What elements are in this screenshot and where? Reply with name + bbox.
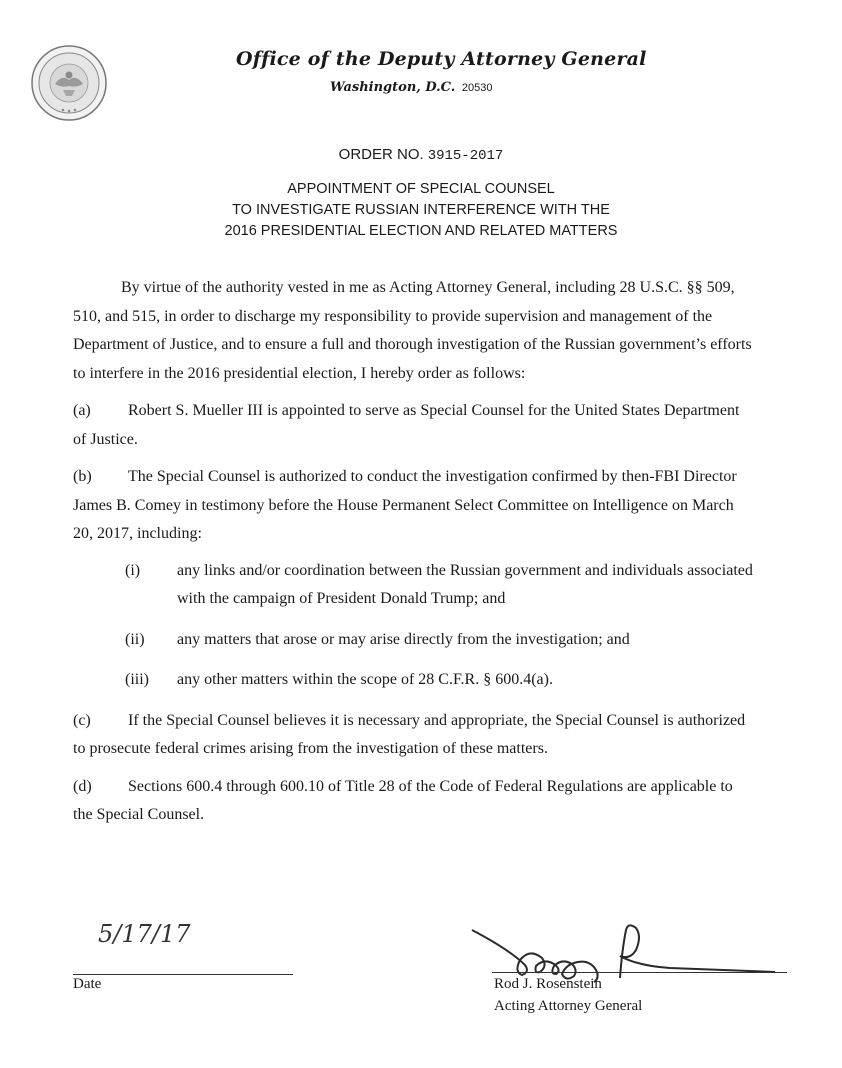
- letterhead-city: Washington, D.C.: [330, 80, 456, 95]
- signature-block: [0, 920, 842, 1060]
- handwritten-signature: [470, 920, 780, 1010]
- paragraph-label: (c): [73, 711, 91, 729]
- sub-item-text: any links and/or coordination between the Russian government and individuals associated with the campaign of President Donald Trump; and: [177, 561, 753, 607]
- paragraph-label: (b): [73, 468, 92, 485]
- sub-item-text: any matters that arose or may arise directly from the investigation; and: [177, 630, 630, 648]
- sub-item-label: (ii): [125, 630, 145, 648]
- paragraph-a: [73, 397, 753, 454]
- sub-item-iii: [125, 666, 753, 695]
- sub-item-label: (iii): [125, 671, 149, 688]
- paragraph-text: Robert S. Mueller III is appointed to serve as Special Counsel for the United States Department of Justice.: [73, 402, 740, 448]
- document-title: [0, 179, 842, 242]
- title-line: APPOINTMENT OF SPECIAL COUNSEL: [287, 181, 555, 197]
- paragraph-label: (d): [73, 777, 92, 795]
- signer-title: Acting Attorney General: [494, 998, 643, 1014]
- sub-item-text: any other matters within the scope of 28 C.F.R. § 600.4(a).: [177, 671, 553, 688]
- letterhead-address: [330, 80, 492, 95]
- letterhead-zip: 20530: [461, 82, 493, 94]
- paragraph-label: (a): [73, 402, 91, 419]
- paragraph-text: Sections 600.4 through 600.10 of Title 28 of the Code of Federal Regulations are applicable to the Special Counsel.: [73, 777, 733, 823]
- order-number: 3915-2017: [427, 148, 504, 164]
- paragraph-text: If the Special Counsel believes it is necessary and appropriate, the Special Counsel is authorized to prosecute federal crimes arising from the investigation of these matters.: [73, 711, 746, 757]
- document-body: [73, 274, 753, 830]
- paragraph-text: The Special Counsel is authorized to conduct the investigation confirmed by then-FBI Director James B. Comey in testimony before the House Permanent Select Committee on Intelligence on March 20, 2017, including:: [73, 468, 737, 542]
- handwritten-date: 5/17/17: [98, 920, 191, 948]
- intro-paragraph: By virtue of the authority vested in me as Acting Attorney General, including 28 U.S.C. §§ 509, 510, and 515, in order to discharge my responsibility to provide supervision and management of the Department of Justice, and to ensure a full and thorough investigation of the Russian government’s efforts to interfere in the 2016 presidential election, I hereby order as follows:: [73, 279, 752, 382]
- paragraph-d: [73, 773, 753, 830]
- signature-line: [492, 972, 787, 973]
- title-line: TO INVESTIGATE RUSSIAN INTERFERENCE WITH THE: [232, 202, 610, 218]
- sub-item-ii: [125, 626, 753, 655]
- letterhead-office: Office of the Deputy Attorney General: [236, 48, 647, 70]
- order-label: ORDER NO.: [338, 146, 424, 163]
- paragraph-c: [73, 707, 753, 764]
- sub-item-label: (i): [125, 561, 141, 579]
- signer-name: Rod J. Rosenstein: [494, 976, 602, 992]
- title-line: 2016 PRESIDENTIAL ELECTION AND RELATED MATTERS: [224, 223, 618, 239]
- date-label: Date: [73, 976, 102, 992]
- sub-item-i: [125, 557, 753, 614]
- doj-seal-icon: [30, 44, 108, 122]
- paragraph-b: [73, 463, 753, 549]
- order-number-line: [0, 146, 842, 164]
- date-line: [73, 974, 293, 975]
